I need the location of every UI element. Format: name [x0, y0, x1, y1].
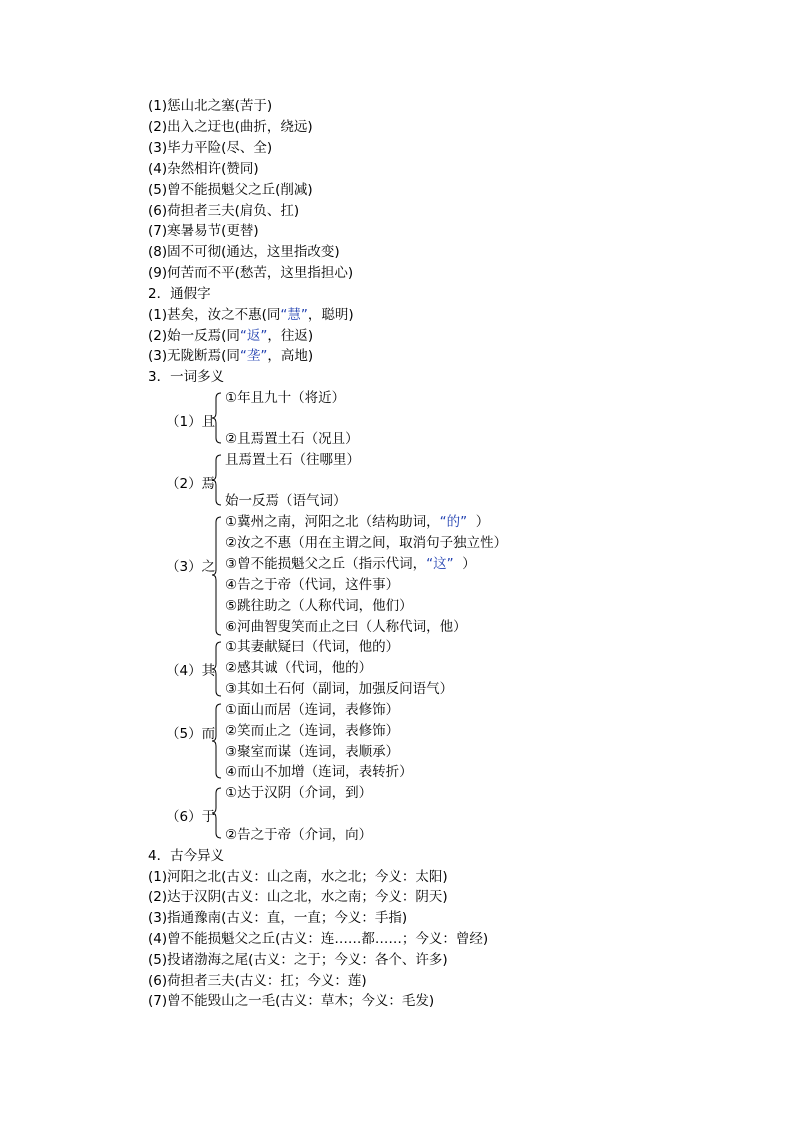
ancient-modern-line: (7)曾不能毁山之一毛(古义：草木；今义：毛发): [148, 993, 435, 1009]
line-text: (3)无陇断焉(同: [148, 348, 240, 364]
brace-icon: [212, 787, 222, 839]
meaning-item: ①其妻献疑曰（代词，他的）: [225, 639, 400, 655]
meaning-item: [225, 554, 476, 575]
meaning-item: ①面山而居（连词，表修饰）: [225, 702, 400, 718]
ancient-modern-line: (5)投诸渤海之尾(古义：之于；今义：各个、许多): [148, 952, 448, 968]
meaning-item: [225, 512, 489, 533]
quoted-char: “垄”: [239, 348, 268, 364]
group-label: （1）且: [166, 414, 216, 430]
meaning-item: 且焉置土石（往哪里）: [225, 452, 360, 468]
definition-line: (5)曾不能损魁父之丘(削减): [148, 182, 313, 198]
meaning-item: ③其如土石何（副词，加强反问语气）: [225, 681, 454, 697]
quoted-char: “返”: [239, 328, 268, 344]
definition-line: (6)荷担者三夫(肩负、扛): [148, 203, 300, 219]
ancient-modern-line: (6)荷担者三夫(古义：扛；今义：莲): [148, 973, 367, 989]
quoted-char: “的”: [439, 514, 468, 530]
section-heading: 2．通假字: [148, 286, 211, 302]
tongjia-line: [148, 346, 313, 367]
section-heading: 3．一词多义: [148, 369, 225, 385]
meaning-item: ②汝之不惠（用在主谓之间，取消句子独立性）: [225, 535, 508, 551]
group-label: （6）于: [166, 809, 216, 825]
line-text: (2)始一反焉(同: [148, 328, 240, 344]
meaning-item: ③聚室而谋（连词，表顺承）: [225, 744, 400, 760]
definition-line: (2)出入之迂也(曲折，绕远): [148, 119, 313, 135]
meaning-item: ①年且九十（将近）: [225, 390, 346, 406]
brace-icon: [212, 516, 222, 636]
item-text: ①冀州之南，河阳之北（结构助词，: [225, 514, 440, 530]
meaning-item: ②笑而止之（连词，表修饰）: [225, 723, 400, 739]
brace-icon: [212, 392, 222, 444]
meaning-item: 始一反焉（语气词）: [225, 493, 347, 509]
meaning-item: ①达于汉阴（介词，到）: [225, 785, 373, 801]
group-label: （2）焉: [166, 476, 216, 492]
group-label: （5）而: [166, 726, 216, 742]
meaning-item: ④而山不加增（连词，表转折）: [225, 764, 413, 780]
item-text: ③曾不能损魁父之丘（指示代词，: [225, 556, 427, 572]
ancient-modern-line: (3)指通豫南(古义：直，一直；今义：手指): [148, 910, 408, 926]
ancient-modern-line: (2)达于汉阴(古义：山之北，水之南；今义：阴天): [148, 889, 448, 905]
definition-line: (9)何苦而不平(愁苦，这里指担心): [148, 265, 354, 281]
line-text: ，高地): [267, 348, 314, 364]
brace-icon: [212, 641, 222, 697]
quoted-char: “慧”: [280, 307, 308, 323]
group-label: （3）之: [166, 559, 216, 575]
tongjia-line: [148, 326, 313, 347]
quoted-char: “这”: [426, 556, 454, 572]
meaning-item: ②且焉置土石（况且）: [225, 431, 359, 447]
tongjia-line: [148, 305, 354, 326]
ancient-modern-line: (1)河阳之北(古义：山之南，水之北；今义：太阳): [148, 869, 448, 885]
brace-icon: [212, 703, 222, 779]
meaning-item: ②感其诚（代词，他的）: [225, 660, 373, 676]
definition-line: (3)毕力平险(尽、全): [148, 140, 273, 156]
line-text: (1)甚矣，汝之不惠(同: [148, 307, 281, 323]
meaning-item: ⑥河曲智叟笑而止之曰（人称代词，他）: [225, 619, 467, 635]
group-label: （4）其: [166, 663, 216, 679]
item-text: ）: [453, 556, 476, 572]
line-text: ，往返): [267, 328, 314, 344]
section-heading: 4．古今异义: [148, 848, 225, 864]
meaning-item: ⑤跳往助之（人称代词，他们）: [225, 598, 413, 614]
definition-line: (7)寒暑易节(更替): [148, 223, 259, 239]
line-text: ，聪明): [307, 307, 354, 323]
ancient-modern-line: (4)曾不能损魁父之丘(古义：连……都……；今义：曾经): [148, 931, 489, 947]
definition-line: (8)固不可彻(通达，这里指改变): [148, 244, 340, 260]
definition-line: (1)惩山北之塞(苦于): [148, 98, 273, 114]
meaning-item: ②告之于帝（介词，向）: [225, 827, 373, 843]
definition-line: (4)杂然相许(赞同): [148, 161, 259, 177]
meaning-item: ④告之于帝（代词，这件事）: [225, 577, 400, 593]
brace-icon: [212, 454, 222, 506]
item-text: ）: [467, 514, 490, 530]
